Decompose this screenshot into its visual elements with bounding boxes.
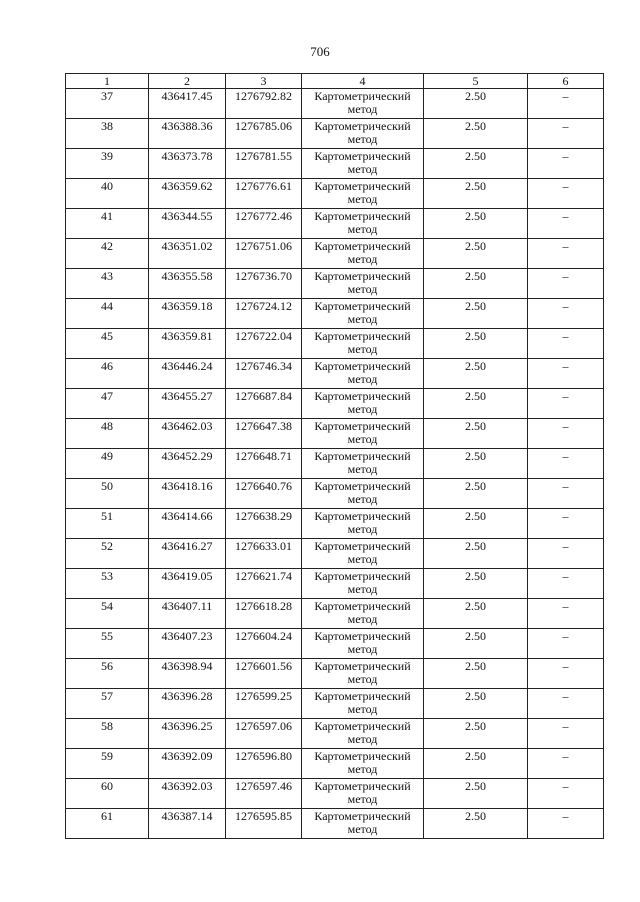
note-cell: – — [528, 749, 604, 779]
header-col-4: 4 — [302, 74, 424, 89]
y-coordinate-cell: 1276601.56 — [226, 659, 302, 689]
y-coordinate-cell: 1276647.38 — [226, 419, 302, 449]
note-cell: – — [528, 389, 604, 419]
point-number-cell: 49 — [66, 449, 149, 479]
y-coordinate-cell: 1276772.46 — [226, 209, 302, 239]
accuracy-cell: 2.50 — [424, 659, 528, 689]
x-coordinate-cell: 436398.94 — [149, 659, 226, 689]
x-coordinate-cell: 436387.14 — [149, 809, 226, 839]
y-coordinate-cell: 1276751.06 — [226, 239, 302, 269]
header-col-1: 1 — [66, 74, 149, 89]
table-row — [66, 359, 604, 389]
accuracy-cell: 2.50 — [424, 569, 528, 599]
method-cell: Картометрический метод — [302, 479, 424, 509]
method-cell: Картометрический метод — [302, 719, 424, 749]
table-row — [66, 149, 604, 179]
accuracy-cell: 2.50 — [424, 419, 528, 449]
accuracy-cell: 2.50 — [424, 299, 528, 329]
note-cell: – — [528, 329, 604, 359]
y-coordinate-cell: 1276599.25 — [226, 689, 302, 719]
x-coordinate-cell: 436446.24 — [149, 359, 226, 389]
y-coordinate-cell: 1276687.84 — [226, 389, 302, 419]
header-col-5: 5 — [424, 74, 528, 89]
table-row — [66, 779, 604, 809]
method-cell: Картометрический метод — [302, 599, 424, 629]
table-row — [66, 809, 604, 839]
point-number-cell: 54 — [66, 599, 149, 629]
x-coordinate-cell: 436407.23 — [149, 629, 226, 659]
note-cell: – — [528, 809, 604, 839]
y-coordinate-cell: 1276596.80 — [226, 749, 302, 779]
point-number-cell: 42 — [66, 239, 149, 269]
y-coordinate-cell: 1276597.06 — [226, 719, 302, 749]
page-number: 706 — [310, 44, 330, 59]
x-coordinate-cell: 436351.02 — [149, 239, 226, 269]
x-coordinate-cell: 436452.29 — [149, 449, 226, 479]
method-cell: Картометрический метод — [302, 419, 424, 449]
x-coordinate-cell: 436388.36 — [149, 119, 226, 149]
method-cell: Картометрический метод — [302, 449, 424, 479]
note-cell: – — [528, 239, 604, 269]
y-coordinate-cell: 1276746.34 — [226, 359, 302, 389]
x-coordinate-cell: 436419.05 — [149, 569, 226, 599]
method-cell: Картометрический метод — [302, 149, 424, 179]
header-col-3: 3 — [226, 74, 302, 89]
accuracy-cell: 2.50 — [424, 269, 528, 299]
accuracy-cell: 2.50 — [424, 749, 528, 779]
table-row — [66, 659, 604, 689]
y-coordinate-cell: 1276792.82 — [226, 89, 302, 119]
note-cell: – — [528, 689, 604, 719]
method-cell: Картометрический метод — [302, 749, 424, 779]
note-cell: – — [528, 89, 604, 119]
point-number-cell: 55 — [66, 629, 149, 659]
table-row — [66, 599, 604, 629]
y-coordinate-cell: 1276618.28 — [226, 599, 302, 629]
table-row — [66, 419, 604, 449]
x-coordinate-cell: 436373.78 — [149, 149, 226, 179]
x-coordinate-cell: 436396.25 — [149, 719, 226, 749]
y-coordinate-cell: 1276736.70 — [226, 269, 302, 299]
accuracy-cell: 2.50 — [424, 239, 528, 269]
point-number-cell: 57 — [66, 689, 149, 719]
y-coordinate-cell: 1276638.29 — [226, 509, 302, 539]
x-coordinate-cell: 436396.28 — [149, 689, 226, 719]
method-cell: Картометрический метод — [302, 299, 424, 329]
accuracy-cell: 2.50 — [424, 809, 528, 839]
note-cell: – — [528, 149, 604, 179]
accuracy-cell: 2.50 — [424, 479, 528, 509]
note-cell: – — [528, 269, 604, 299]
y-coordinate-cell: 1276781.55 — [226, 149, 302, 179]
table-row — [66, 239, 604, 269]
x-coordinate-cell: 436359.62 — [149, 179, 226, 209]
note-cell: – — [528, 599, 604, 629]
method-cell: Картометрический метод — [302, 629, 424, 659]
accuracy-cell: 2.50 — [424, 629, 528, 659]
table-row — [66, 689, 604, 719]
point-number-cell: 52 — [66, 539, 149, 569]
accuracy-cell: 2.50 — [424, 689, 528, 719]
x-coordinate-cell: 436344.55 — [149, 209, 226, 239]
note-cell: – — [528, 179, 604, 209]
header-col-6: 6 — [528, 74, 604, 89]
x-coordinate-cell: 436462.03 — [149, 419, 226, 449]
method-cell: Картометрический метод — [302, 89, 424, 119]
accuracy-cell: 2.50 — [424, 719, 528, 749]
accuracy-cell: 2.50 — [424, 359, 528, 389]
note-cell: – — [528, 449, 604, 479]
y-coordinate-cell: 1276724.12 — [226, 299, 302, 329]
x-coordinate-cell: 436455.27 — [149, 389, 226, 419]
note-cell: – — [528, 659, 604, 689]
y-coordinate-cell: 1276722.04 — [226, 329, 302, 359]
table-row — [66, 89, 604, 119]
point-number-cell: 56 — [66, 659, 149, 689]
table-header-row — [66, 74, 604, 89]
point-number-cell: 61 — [66, 809, 149, 839]
accuracy-cell: 2.50 — [424, 509, 528, 539]
point-number-cell: 39 — [66, 149, 149, 179]
point-number-cell: 48 — [66, 419, 149, 449]
method-cell: Картометрический метод — [302, 809, 424, 839]
note-cell: – — [528, 719, 604, 749]
method-cell: Картометрический метод — [302, 269, 424, 299]
x-coordinate-cell: 436355.58 — [149, 269, 226, 299]
point-number-cell: 53 — [66, 569, 149, 599]
table-row — [66, 269, 604, 299]
note-cell: – — [528, 119, 604, 149]
note-cell: – — [528, 509, 604, 539]
point-number-cell: 41 — [66, 209, 149, 239]
accuracy-cell: 2.50 — [424, 539, 528, 569]
note-cell: – — [528, 539, 604, 569]
table-row — [66, 479, 604, 509]
accuracy-cell: 2.50 — [424, 179, 528, 209]
point-number-cell: 51 — [66, 509, 149, 539]
header-col-2: 2 — [149, 74, 226, 89]
point-number-cell: 59 — [66, 749, 149, 779]
method-cell: Картометрический метод — [302, 509, 424, 539]
method-cell: Картометрический метод — [302, 329, 424, 359]
point-number-cell: 45 — [66, 329, 149, 359]
accuracy-cell: 2.50 — [424, 89, 528, 119]
x-coordinate-cell: 436359.81 — [149, 329, 226, 359]
y-coordinate-cell: 1276595.85 — [226, 809, 302, 839]
note-cell: – — [528, 209, 604, 239]
method-cell: Картометрический метод — [302, 239, 424, 269]
x-coordinate-cell: 436414.66 — [149, 509, 226, 539]
point-number-cell: 38 — [66, 119, 149, 149]
y-coordinate-cell: 1276776.61 — [226, 179, 302, 209]
y-coordinate-cell: 1276597.46 — [226, 779, 302, 809]
accuracy-cell: 2.50 — [424, 389, 528, 419]
table-body — [66, 89, 604, 839]
point-number-cell: 47 — [66, 389, 149, 419]
note-cell: – — [528, 779, 604, 809]
note-cell: – — [528, 629, 604, 659]
accuracy-cell: 2.50 — [424, 449, 528, 479]
note-cell: – — [528, 479, 604, 509]
y-coordinate-cell: 1276604.24 — [226, 629, 302, 659]
y-coordinate-cell: 1276633.01 — [226, 539, 302, 569]
accuracy-cell: 2.50 — [424, 209, 528, 239]
accuracy-cell: 2.50 — [424, 119, 528, 149]
method-cell: Картометрический метод — [302, 569, 424, 599]
method-cell: Картометрический метод — [302, 779, 424, 809]
table-row — [66, 209, 604, 239]
note-cell: – — [528, 419, 604, 449]
accuracy-cell: 2.50 — [424, 329, 528, 359]
y-coordinate-cell: 1276621.74 — [226, 569, 302, 599]
point-number-cell: 58 — [66, 719, 149, 749]
point-number-cell: 46 — [66, 359, 149, 389]
method-cell: Картометрический метод — [302, 539, 424, 569]
x-coordinate-cell: 436417.45 — [149, 89, 226, 119]
point-number-cell: 37 — [66, 89, 149, 119]
note-cell: – — [528, 569, 604, 599]
method-cell: Картометрический метод — [302, 689, 424, 719]
point-number-cell: 60 — [66, 779, 149, 809]
x-coordinate-cell: 436392.09 — [149, 749, 226, 779]
y-coordinate-cell: 1276640.76 — [226, 479, 302, 509]
method-cell: Картометрический метод — [302, 119, 424, 149]
accuracy-cell: 2.50 — [424, 779, 528, 809]
table-row — [66, 539, 604, 569]
accuracy-cell: 2.50 — [424, 599, 528, 629]
table-row — [66, 329, 604, 359]
note-cell: – — [528, 299, 604, 329]
method-cell: Картометрический метод — [302, 179, 424, 209]
table-row — [66, 389, 604, 419]
method-cell: Картометрический метод — [302, 209, 424, 239]
coordinates-table — [65, 73, 604, 839]
table-row — [66, 299, 604, 329]
y-coordinate-cell: 1276648.71 — [226, 449, 302, 479]
point-number-cell: 40 — [66, 179, 149, 209]
note-cell: – — [528, 359, 604, 389]
method-cell: Картометрический метод — [302, 359, 424, 389]
table-row — [66, 569, 604, 599]
point-number-cell: 50 — [66, 479, 149, 509]
method-cell: Картометрический метод — [302, 659, 424, 689]
x-coordinate-cell: 436407.11 — [149, 599, 226, 629]
point-number-cell: 44 — [66, 299, 149, 329]
x-coordinate-cell: 436392.03 — [149, 779, 226, 809]
table-row — [66, 629, 604, 659]
accuracy-cell: 2.50 — [424, 149, 528, 179]
method-cell: Картометрический метод — [302, 389, 424, 419]
x-coordinate-cell: 436416.27 — [149, 539, 226, 569]
table-row — [66, 749, 604, 779]
point-number-cell: 43 — [66, 269, 149, 299]
table-row — [66, 719, 604, 749]
table-row — [66, 119, 604, 149]
table-row — [66, 179, 604, 209]
table-row — [66, 449, 604, 479]
y-coordinate-cell: 1276785.06 — [226, 119, 302, 149]
x-coordinate-cell: 436359.18 — [149, 299, 226, 329]
x-coordinate-cell: 436418.16 — [149, 479, 226, 509]
table-row — [66, 509, 604, 539]
